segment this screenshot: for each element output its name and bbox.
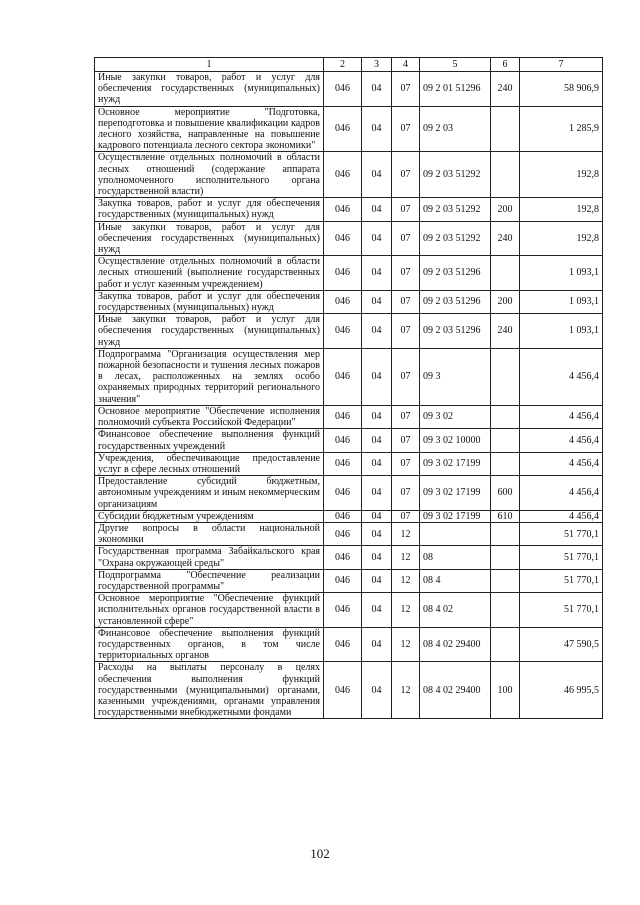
cell-expense-type — [491, 546, 520, 569]
cell-target-article: 09 2 03 51296 — [420, 290, 491, 313]
cell-expense-type: 610 — [491, 510, 520, 522]
table-row — [95, 72, 603, 107]
cell-name: Иные закупки товаров, работ и услуг для обеспечения государственных (муниципальных) нужд — [95, 221, 324, 256]
col-header-7: 7 — [520, 58, 603, 72]
cell-expense-type: 200 — [491, 290, 520, 313]
cell-subsection: 12 — [392, 593, 420, 628]
table-row — [95, 106, 603, 152]
cell-name: Иные закупки товаров, работ и услуг для обеспечения государственных (муниципальных) нужд — [95, 72, 324, 107]
table-row — [95, 256, 603, 291]
cell-ministry-code: 046 — [324, 256, 362, 291]
cell-section: 04 — [362, 348, 392, 405]
cell-subsection: 12 — [392, 522, 420, 545]
cell-target-article: 08 4 02 29400 — [420, 627, 491, 662]
cell-expense-type: 100 — [491, 662, 520, 719]
col-header-1: 1 — [95, 58, 324, 72]
cell-target-article: 08 4 02 — [420, 593, 491, 628]
cell-expense-type: 240 — [491, 314, 520, 349]
cell-amount: 1 285,9 — [520, 106, 603, 152]
cell-expense-type: 600 — [491, 476, 520, 511]
cell-section: 04 — [362, 256, 392, 291]
cell-section: 04 — [362, 429, 392, 452]
cell-target-article: 09 3 02 17199 — [420, 510, 491, 522]
cell-section: 04 — [362, 198, 392, 221]
cell-name: Финансовое обеспечение выполнения функций государственных органов, в том числе территориальных органов — [95, 627, 324, 662]
cell-amount: 1 093,1 — [520, 314, 603, 349]
cell-subsection: 07 — [392, 348, 420, 405]
table-row — [95, 429, 603, 452]
cell-amount: 4 456,4 — [520, 452, 603, 475]
cell-name: Осуществление отдельных полномочий в области лесных отношений (выполнение государственных работ и услуг казенным учреждением) — [95, 256, 324, 291]
cell-subsection: 12 — [392, 546, 420, 569]
cell-target-article: 09 2 03 51296 — [420, 314, 491, 349]
cell-subsection: 07 — [392, 106, 420, 152]
table-row — [95, 290, 603, 313]
cell-target-article: 09 2 01 51296 — [420, 72, 491, 107]
cell-name: Финансовое обеспечение выполнения функций государственных учреждений — [95, 429, 324, 452]
cell-subsection: 07 — [392, 198, 420, 221]
cell-name: Основное мероприятие "Обеспечение функций исполнительных органов государственной власти в установленной сфере" — [95, 593, 324, 628]
cell-amount: 51 770,1 — [520, 522, 603, 545]
budget-table — [94, 57, 603, 719]
cell-subsection: 07 — [392, 221, 420, 256]
cell-expense-type — [491, 627, 520, 662]
table-row — [95, 522, 603, 545]
col-header-6: 6 — [491, 58, 520, 72]
cell-amount: 4 456,4 — [520, 510, 603, 522]
col-header-3: 3 — [362, 58, 392, 72]
table-row — [95, 593, 603, 628]
cell-amount: 1 093,1 — [520, 290, 603, 313]
cell-target-article: 09 3 02 10000 — [420, 429, 491, 452]
table-row — [95, 510, 603, 522]
cell-target-article: 09 2 03 51292 — [420, 152, 491, 198]
cell-amount: 4 456,4 — [520, 429, 603, 452]
cell-expense-type: 240 — [491, 221, 520, 256]
cell-section: 04 — [362, 569, 392, 592]
cell-ministry-code: 046 — [324, 452, 362, 475]
cell-section: 04 — [362, 510, 392, 522]
cell-section: 04 — [362, 405, 392, 428]
cell-subsection: 07 — [392, 510, 420, 522]
cell-subsection: 07 — [392, 405, 420, 428]
cell-target-article: 09 2 03 — [420, 106, 491, 152]
cell-amount: 46 995,5 — [520, 662, 603, 719]
cell-section: 04 — [362, 627, 392, 662]
cell-amount: 1 093,1 — [520, 256, 603, 291]
cell-expense-type — [491, 452, 520, 475]
cell-name: Основное мероприятие "Подготовка, переподготовка и повышение квалификации кадров лесного хозяйства, направленные на повышение кадрового потенциала лесного сектора экономики" — [95, 106, 324, 152]
cell-section: 04 — [362, 476, 392, 511]
cell-amount: 192,8 — [520, 198, 603, 221]
table-row — [95, 476, 603, 511]
cell-subsection: 12 — [392, 627, 420, 662]
cell-target-article: 09 2 03 51292 — [420, 198, 491, 221]
cell-target-article — [420, 522, 491, 545]
cell-expense-type — [491, 152, 520, 198]
cell-subsection: 07 — [392, 256, 420, 291]
cell-section: 04 — [362, 290, 392, 313]
cell-name: Предоставление субсидий бюджетным, автономным учреждениям и иным некоммерческим организациям — [95, 476, 324, 511]
col-header-5: 5 — [420, 58, 491, 72]
cell-target-article: 09 3 02 — [420, 405, 491, 428]
table-row — [95, 405, 603, 428]
cell-expense-type — [491, 522, 520, 545]
cell-name: Закупка товаров, работ и услуг для обеспечения государственных (муниципальных) нужд — [95, 198, 324, 221]
table-row — [95, 152, 603, 198]
cell-expense-type: 200 — [491, 198, 520, 221]
cell-amount: 51 770,1 — [520, 593, 603, 628]
cell-section: 04 — [362, 106, 392, 152]
cell-subsection: 12 — [392, 569, 420, 592]
cell-ministry-code: 046 — [324, 627, 362, 662]
cell-section: 04 — [362, 221, 392, 256]
cell-subsection: 07 — [392, 72, 420, 107]
cell-target-article: 08 — [420, 546, 491, 569]
cell-target-article: 08 4 02 29400 — [420, 662, 491, 719]
cell-target-article: 09 3 — [420, 348, 491, 405]
cell-section: 04 — [362, 152, 392, 198]
cell-ministry-code: 046 — [324, 72, 362, 107]
cell-target-article: 09 2 03 51292 — [420, 221, 491, 256]
cell-amount: 192,8 — [520, 152, 603, 198]
cell-ministry-code: 046 — [324, 348, 362, 405]
cell-section: 04 — [362, 593, 392, 628]
cell-amount: 51 770,1 — [520, 569, 603, 592]
cell-expense-type — [491, 429, 520, 452]
cell-ministry-code: 046 — [324, 106, 362, 152]
cell-name: Закупка товаров, работ и услуг для обеспечения государственных (муниципальных) нужд — [95, 290, 324, 313]
col-header-4: 4 — [392, 58, 420, 72]
cell-subsection: 07 — [392, 429, 420, 452]
cell-expense-type — [491, 106, 520, 152]
table-row — [95, 569, 603, 592]
cell-ministry-code: 046 — [324, 314, 362, 349]
cell-expense-type — [491, 593, 520, 628]
cell-name: Основное мероприятие "Обеспечение исполнения полномочий субъекта Российской Федерации" — [95, 405, 324, 428]
cell-ministry-code: 046 — [324, 546, 362, 569]
page-number: 102 — [310, 846, 330, 861]
cell-subsection: 07 — [392, 314, 420, 349]
cell-expense-type — [491, 256, 520, 291]
cell-amount: 4 456,4 — [520, 476, 603, 511]
cell-section: 04 — [362, 546, 392, 569]
cell-section: 04 — [362, 452, 392, 475]
cell-expense-type: 240 — [491, 72, 520, 107]
cell-ministry-code: 046 — [324, 510, 362, 522]
cell-target-article: 09 3 02 17199 — [420, 452, 491, 475]
col-header-2: 2 — [324, 58, 362, 72]
cell-target-article: 08 4 — [420, 569, 491, 592]
cell-ministry-code: 046 — [324, 662, 362, 719]
cell-name: Осуществление отдельных полномочий в области лесных отношений (содержание аппарата уполномоченного исполнительного органа государственной власти) — [95, 152, 324, 198]
table-row — [95, 221, 603, 256]
cell-amount: 4 456,4 — [520, 348, 603, 405]
table-row — [95, 627, 603, 662]
table-row — [95, 452, 603, 475]
cell-name: Расходы на выплаты персоналу в целях обеспечения выполнения функций государственными (муниципальными) органами, казенными учреждениями, органами управления государственными внебюджетными фондами — [95, 662, 324, 719]
cell-expense-type — [491, 405, 520, 428]
cell-section: 04 — [362, 314, 392, 349]
cell-name: Иные закупки товаров, работ и услуг для обеспечения государственных (муниципальных) нужд — [95, 314, 324, 349]
cell-amount: 47 590,5 — [520, 627, 603, 662]
cell-name: Другие вопросы в области национальной экономики — [95, 522, 324, 545]
cell-amount: 51 770,1 — [520, 546, 603, 569]
table-row — [95, 198, 603, 221]
cell-name: Субсидии бюджетным учреждениям — [95, 510, 324, 522]
cell-target-article: 09 3 02 17199 — [420, 476, 491, 511]
cell-section: 04 — [362, 662, 392, 719]
cell-amount: 58 906,9 — [520, 72, 603, 107]
cell-expense-type — [491, 348, 520, 405]
cell-ministry-code: 046 — [324, 152, 362, 198]
cell-expense-type — [491, 569, 520, 592]
header-row — [95, 58, 603, 72]
cell-name: Подпрограмма "Организация осуществления мер пожарной безопасности и тушения лесных пожаров в лесах, расположенных на землях особо охраняемых природных территорий регионального значения" — [95, 348, 324, 405]
cell-ministry-code: 046 — [324, 569, 362, 592]
cell-ministry-code: 046 — [324, 429, 362, 452]
table-row — [95, 662, 603, 719]
cell-subsection: 07 — [392, 452, 420, 475]
cell-ministry-code: 046 — [324, 290, 362, 313]
table-row — [95, 348, 603, 405]
cell-target-article: 09 2 03 51296 — [420, 256, 491, 291]
cell-ministry-code: 046 — [324, 522, 362, 545]
table-row — [95, 314, 603, 349]
cell-subsection: 12 — [392, 662, 420, 719]
cell-amount: 192,8 — [520, 221, 603, 256]
cell-subsection: 07 — [392, 152, 420, 198]
cell-amount: 4 456,4 — [520, 405, 603, 428]
cell-section: 04 — [362, 522, 392, 545]
cell-ministry-code: 046 — [324, 198, 362, 221]
cell-ministry-code: 046 — [324, 405, 362, 428]
cell-name: Подпрограмма "Обеспечение реализации государственной программы" — [95, 569, 324, 592]
document-page — [94, 57, 602, 719]
cell-section: 04 — [362, 72, 392, 107]
cell-name: Учреждения, обеспечивающие предоставление услуг в сфере лесных отношений — [95, 452, 324, 475]
cell-name: Государственная программа Забайкальского края "Охрана окружающей среды" — [95, 546, 324, 569]
cell-subsection: 07 — [392, 476, 420, 511]
table-row — [95, 546, 603, 569]
cell-ministry-code: 046 — [324, 476, 362, 511]
cell-ministry-code: 046 — [324, 221, 362, 256]
cell-subsection: 07 — [392, 290, 420, 313]
cell-ministry-code: 046 — [324, 593, 362, 628]
